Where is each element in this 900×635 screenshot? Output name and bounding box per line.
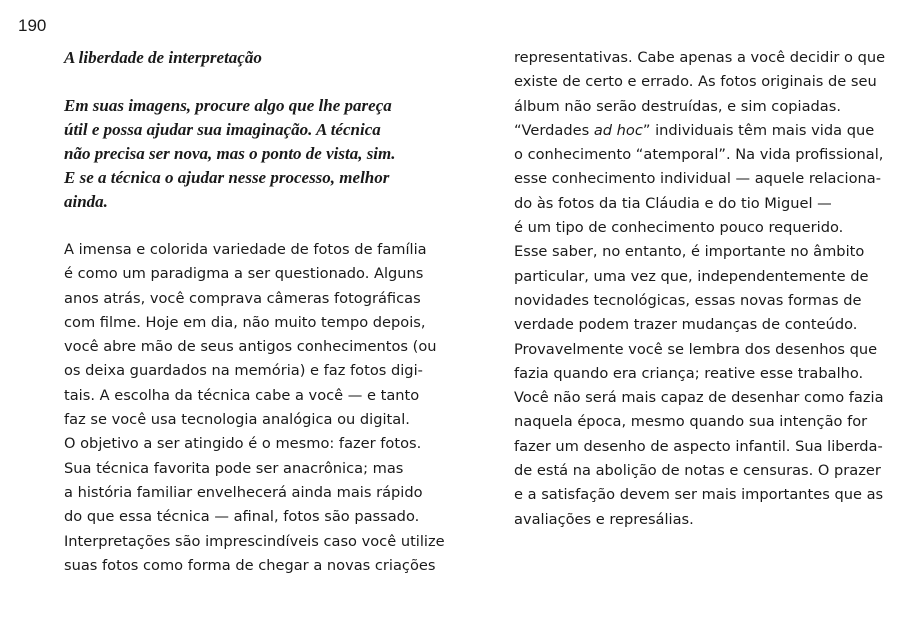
text-line: representativas. Cabe apenas a você decidir o que <box>514 49 886 66</box>
text-line: Provavelmente você se lembra dos desenhos que <box>514 340 878 358</box>
text-line: tais. A escolha da técnica cabe a você — e tanto <box>64 386 420 404</box>
text-line: novidades tecnológicas, essas novas formas de <box>514 291 862 309</box>
quote-line: não precisa ser nova, mas o ponto de vista, sim. <box>64 144 396 163</box>
text-line: os deixa guardados na memória) e faz fotos digi- <box>64 362 423 380</box>
text-line: Sua técnica favorita pode ser anacrônica; mas <box>64 459 404 477</box>
quote-line: ainda. <box>64 192 108 211</box>
right-column <box>514 46 884 532</box>
text-line: anos atrás, você comprava câmeras fotográficas <box>64 289 421 307</box>
body-paragraph-left <box>64 238 445 578</box>
text-line: A imensa e colorida variedade de fotos de família <box>64 241 427 258</box>
text-line: do às fotos da tia Cláudia e do tio Miguel — <box>514 194 832 212</box>
text-line: suas fotos como forma de chegar a novas criações <box>64 556 436 574</box>
quote-line: útil e possa ajudar sua imaginação. A técnica <box>64 120 381 139</box>
text-line: álbum não serão destruídas, e sim copiadas. <box>514 97 841 115</box>
italic-term: ad hoc <box>593 121 643 139</box>
text-line: com filme. Hoje em dia, não muito tempo depois, <box>64 313 426 331</box>
text-line: Interpretações são imprescindíveis caso você utilize <box>64 532 445 550</box>
text-line: a história familiar envelhecerá ainda mais rápido <box>64 483 423 501</box>
text-line: e a satisfação devem ser mais importantes que as <box>514 486 884 504</box>
text-fragment: ” individuais têm mais vida que <box>642 121 875 139</box>
text-line: do que essa técnica — afinal, fotos são passado. <box>64 508 420 526</box>
text-line: existe de certo e errado. As fotos originais de seu <box>514 73 877 91</box>
text-line: avaliações e represálias. <box>514 510 694 528</box>
text-line: particular, uma vez que, independentemente de <box>514 267 869 285</box>
text-line: faz se você usa tecnologia analógica ou digital. <box>64 411 410 429</box>
text-line: fazia quando era criança; reative esse trabalho. <box>514 364 864 382</box>
page-number: 190 <box>18 16 47 35</box>
text-line: verdade podem trazer mudanças de conteúdo. <box>514 316 858 334</box>
quote-line: Em suas imagens, procure algo que lhe pareça <box>64 96 392 115</box>
text-line: de está na abolição de notas e censuras. O prazer <box>514 462 881 480</box>
quote-line: E se a técnica o ajudar nesse processo, melhor <box>64 168 390 187</box>
text-line: naquela época, mesmo quando sua intenção for <box>514 413 868 431</box>
text-line: é como um paradigma a ser questionado. Alguns <box>64 265 424 283</box>
text-line: o conhecimento “atemporal”. Na vida profissional, <box>514 146 884 164</box>
text-line: fazer um desenho de aspecto infantil. Sua liberda- <box>514 437 883 455</box>
text-line <box>514 119 884 143</box>
text-fragment: “Verdades <box>514 121 594 139</box>
text-line: você abre mão de seus antigos conhecimentos (ou <box>64 338 437 356</box>
pull-quote <box>64 94 420 214</box>
text-line: Esse saber, no entanto, é importante no âmbito <box>514 243 865 261</box>
text-line: esse conhecimento individual — aquele relaciona- <box>514 170 881 188</box>
section-heading: A liberdade de interpretação <box>64 48 262 67</box>
text-line: O objetivo a ser atingido é o mesmo: fazer fotos. <box>64 435 422 453</box>
text-line: Você não será mais capaz de desenhar como fazia <box>514 389 884 407</box>
text-line: é um tipo de conhecimento pouco requerido. <box>514 219 844 237</box>
left-column <box>64 46 445 578</box>
body-paragraph-right <box>514 46 884 532</box>
